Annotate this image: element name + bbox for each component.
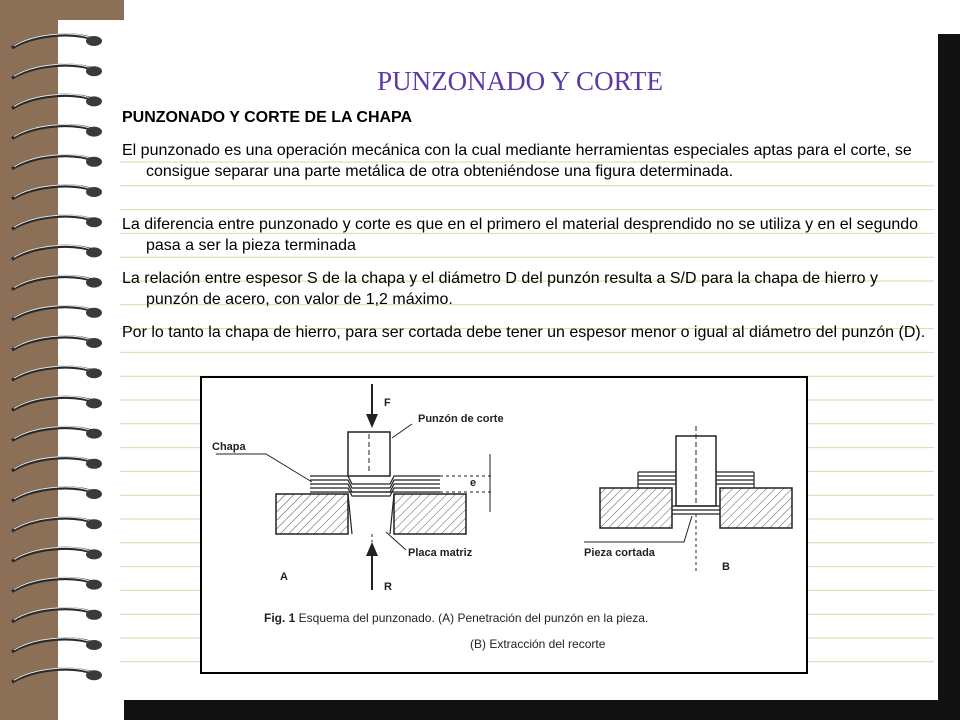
label-e: e — [470, 477, 477, 489]
die-plate-right — [394, 494, 466, 534]
die-plate-b-right — [720, 488, 792, 528]
page-shadow-bottom — [124, 700, 960, 720]
punching-diagram — [200, 376, 808, 674]
paragraph-definition: El punzonado es una operación mecánica con la cual mediante herramientas especiales aptas para el corte, se consigue separar una parte metálica de otra obteniéndose una figura determinada. — [122, 142, 912, 180]
label-placa: Placa matriz — [408, 547, 473, 559]
label-force: F — [384, 397, 391, 409]
label-pieza: Pieza cortada — [584, 547, 655, 559]
figure-caption-text: Esquema del punzonado. (A) Penetración del punzón en la pieza. — [295, 611, 649, 625]
figure-caption-line2: (B) Extracción del recorte — [470, 637, 606, 651]
label-reaction: R — [384, 581, 392, 593]
paragraph-difference: La diferencia entre punzonado y corte es que en el primero el material desprendido no se utiliza y en el segundo pasa a ser la pieza terminada — [122, 216, 919, 254]
label-punzon: Punzón de corte — [418, 413, 504, 425]
label-b: B — [722, 561, 730, 573]
page-shadow-right — [938, 34, 960, 720]
figure-caption-line1 — [264, 611, 648, 625]
die-plate-left — [276, 494, 348, 534]
label-a: A — [280, 571, 288, 583]
slide-title: PUNZONADO Y CORTE — [377, 66, 663, 96]
figure-caption-number: Fig. 1 — [264, 611, 296, 625]
label-chapa: Chapa — [212, 441, 246, 453]
die-plate-b-left — [600, 488, 672, 528]
section-heading: PUNZONADO Y CORTE DE LA CHAPA — [122, 109, 413, 126]
paragraph-ratio: La relación entre espesor S de la chapa y el diámetro D del punzón resulta a S/D para la chapa de hierro y punzón de acero, con valor de 1,2 máximo. — [122, 270, 878, 308]
paragraph-conclusion: Por lo tanto la chapa de hierro, para ser cortada debe tener un espesor menor o igual al diámetro del punzón (D). — [122, 324, 926, 341]
